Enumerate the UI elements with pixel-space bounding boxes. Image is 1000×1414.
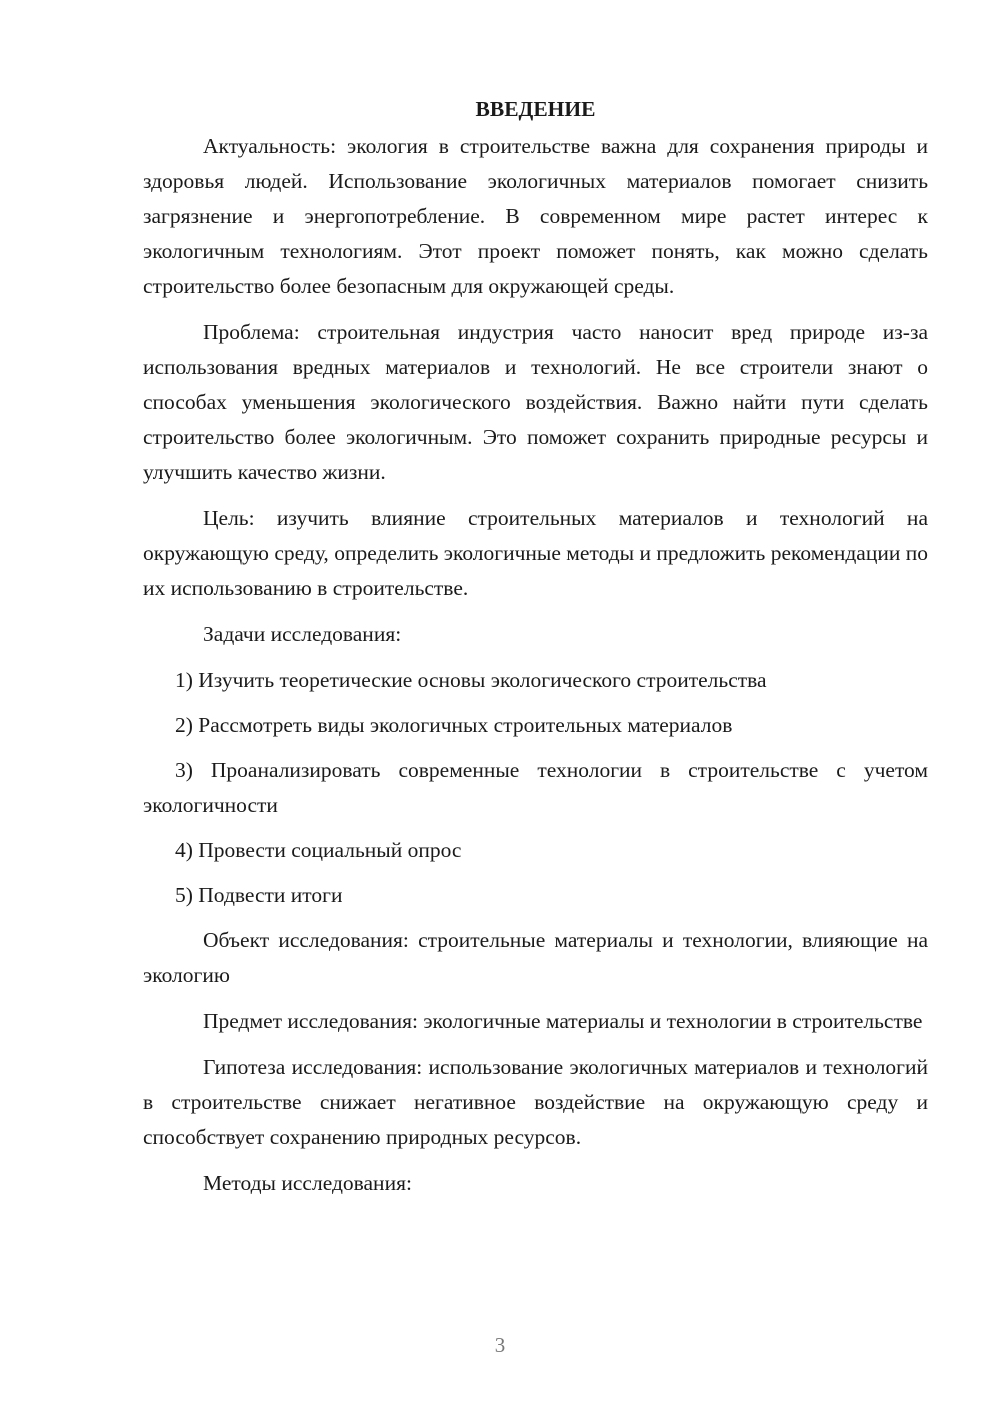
paragraph-tasks-heading: Задачи исследования:	[203, 622, 402, 646]
task-item: 3) Проанализировать современные технологии в строительстве с учетом экологичности	[143, 758, 928, 817]
page-content	[143, 92, 928, 1212]
paragraph-object: Объект исследования: строительные материалы и технологии, влияющие на экологию	[143, 928, 928, 987]
task-item: 2) Рассмотреть виды экологичных строительных материалов	[175, 713, 733, 737]
task-item: 1) Изучить теоретические основы экологического строительства	[175, 668, 767, 692]
task-item: 5) Подвести итоги	[175, 883, 343, 907]
paragraph-relevance: Актуальность: экология в строительстве важна для сохранения природы и здоровья людей. Использование экологичных материалов помогает снизить загрязнение и энергопотребление. В современном мире растет интерес к экологичным технологиям. Этот проект поможет понять, как можно сделать строительство более безопасным для окружающей среды.	[143, 134, 928, 298]
task-item: 4) Провести социальный опрос	[175, 838, 462, 862]
paragraph-hypothesis: Гипотеза исследования: использование экологичных материалов и технологий в строительстве снижает негативное воздействие на окружающую среду и способствует сохранению природных ресурсов.	[143, 1055, 928, 1149]
paragraph-methods: Методы исследования:	[203, 1171, 412, 1195]
paragraph-goal: Цель: изучить влияние строительных материалов и технологий на окружающую среду, определить экологичные методы и предложить рекомендации по их использованию в строительстве.	[143, 506, 928, 600]
paragraph-subject: Предмет исследования: экологичные материалы и технологии в строительстве	[203, 1009, 923, 1033]
page-number: 3	[494, 1333, 506, 1357]
section-title: ВВЕДЕНИЕ	[475, 97, 596, 121]
paragraph-problem: Проблема: строительная индустрия часто наносит вред природе из-за использования вредных материалов и технологий. Не все строители знают о способах уменьшения экологического воздействия. Важно найти пути сделать строительство более экологичным. Это поможет сохранить природные ресурсы и улучшить качество жизни.	[143, 320, 928, 484]
